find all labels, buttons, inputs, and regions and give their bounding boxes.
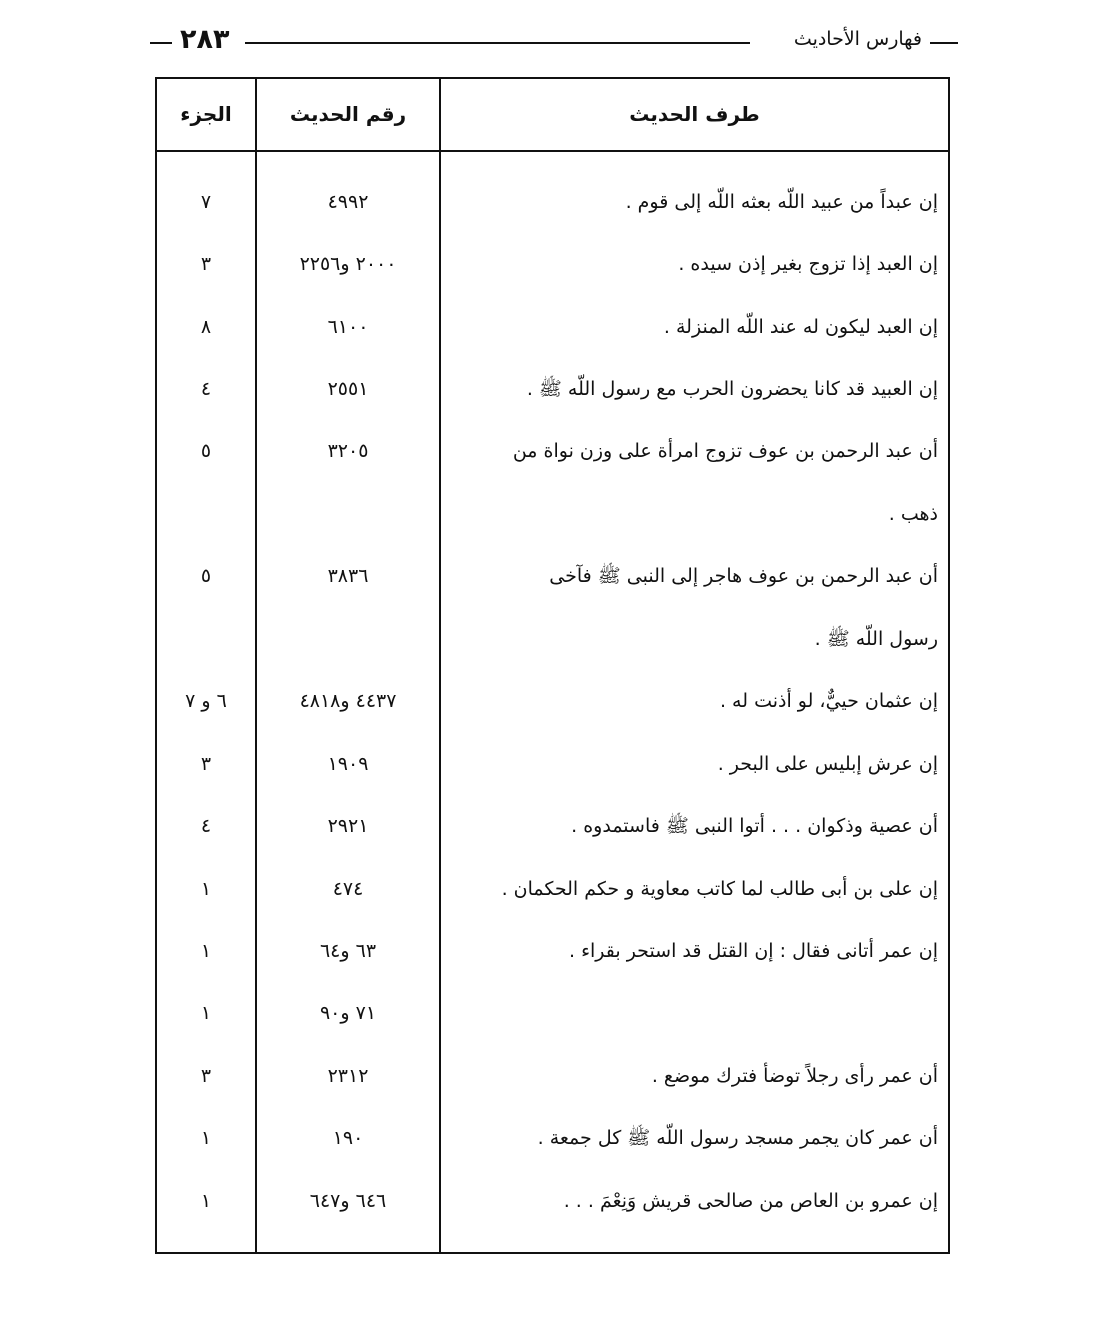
hadith-part: ٣ <box>200 753 212 775</box>
hadith-text: إن عمر أتانى فقال : إن القتل قد استحر بقراء . <box>568 940 938 962</box>
hadith-number: ٢٠٠٠ و٢٢٥٦ <box>299 253 397 275</box>
table-row <box>157 996 948 1030</box>
hadith-text: إن عبداً من عبيد اللّه بعثه اللّه إلى قوم . <box>625 191 938 213</box>
hadith-text: أن عبد الرحمن بن عوف تزوج امرأة على وزن نواة من <box>512 440 938 462</box>
header-divider <box>157 150 948 152</box>
table-row <box>157 185 948 219</box>
running-header <box>150 22 958 62</box>
table-row <box>157 559 948 593</box>
hadith-number: ٢٣١٢ <box>327 1065 369 1087</box>
header-rule-right <box>930 42 958 44</box>
table-row-continuation <box>157 622 948 656</box>
table-row <box>157 684 948 718</box>
hadith-text: أن عبد الرحمن بن عوف هاجر إلى النبى ﷺ فآخى <box>549 565 938 587</box>
column-header-part: الجزء <box>180 102 232 126</box>
hadith-part: ٦ و ٧ <box>185 690 227 712</box>
table-row <box>157 872 948 906</box>
hadith-number: ٢٩٢١ <box>327 815 369 837</box>
hadith-number: ٦١٠٠ <box>327 316 369 338</box>
hadith-number: ٦٤٦ و٦٤٧ <box>309 1190 387 1212</box>
hadith-part: ١ <box>200 1127 212 1149</box>
table-row-continuation <box>157 497 948 531</box>
header-rule-left <box>150 42 172 44</box>
table-row <box>157 434 948 468</box>
hadith-part: ٧ <box>200 191 212 213</box>
hadith-index-table <box>155 77 950 1254</box>
column-header-hadith: طرف الحديث <box>629 102 760 126</box>
hadith-part: ١ <box>200 878 212 900</box>
hadith-text: رسول اللّه ﷺ . <box>814 628 938 650</box>
hadith-part: ٥ <box>200 565 212 587</box>
table-row <box>157 310 948 344</box>
hadith-part: ٤ <box>200 378 212 400</box>
table-row <box>157 372 948 406</box>
hadith-text: أن عمر رأى رجلاً توضأ فترك موضع . <box>651 1065 938 1087</box>
hadith-part: ٣ <box>200 253 212 275</box>
hadith-part: ١ <box>200 1002 212 1024</box>
table-row <box>157 809 948 843</box>
hadith-part: ٣ <box>200 1065 212 1087</box>
hadith-number: ٢٥٥١ <box>327 378 369 400</box>
hadith-part: ١ <box>200 1190 212 1212</box>
hadith-part: ١ <box>200 940 212 962</box>
hadith-number: ٤٤٣٧ و٤٨١٨ <box>299 690 397 712</box>
hadith-number: ١٩٠ <box>332 1127 364 1149</box>
hadith-part <box>157 497 255 531</box>
hadith-text: إن على بن أبى طالب لما كاتب معاوية و حكم الحكمان . <box>501 878 938 900</box>
hadith-number: ٣٢٠٥ <box>327 440 369 462</box>
hadith-number: ٧١ و٩٠ <box>319 1002 377 1024</box>
hadith-number: ٤٩٩٢ <box>327 191 369 213</box>
page-number: ٢٨٣ <box>180 24 230 55</box>
hadith-text: ذهب . <box>888 503 938 525</box>
hadith-text <box>452 996 938 1030</box>
hadith-part: ٥ <box>200 440 212 462</box>
hadith-part: ٤ <box>200 815 212 837</box>
running-header-title: فهارس الأحاديث <box>793 28 922 50</box>
hadith-number <box>257 497 439 531</box>
table-row <box>157 747 948 781</box>
table-row <box>157 247 948 281</box>
hadith-number: ٣٨٣٦ <box>327 565 369 587</box>
hadith-number: ١٩٠٩ <box>327 753 369 775</box>
hadith-number: ٦٣ و٦٤ <box>319 940 377 962</box>
hadith-part <box>157 622 255 656</box>
hadith-part: ٨ <box>200 316 212 338</box>
table-row <box>157 1184 948 1218</box>
header-rule-middle <box>245 42 750 44</box>
hadith-text: إن العبد إذا تزوج بغير إذن سيده . <box>678 253 938 275</box>
hadith-text: إن عرش إبليس على البحر . <box>717 753 938 775</box>
hadith-text: أن عصية وذكوان . . . أتوا النبى ﷺ فاستمدوه . <box>571 815 938 837</box>
table-row <box>157 1059 948 1093</box>
table-row <box>157 934 948 968</box>
hadith-text: إن العبيد قد كانا يحضرون الحرب مع رسول اللّه ﷺ . <box>526 378 938 400</box>
hadith-text: أن عمر كان يجمر مسجد رسول اللّه ﷺ كل جمعة . <box>537 1127 938 1149</box>
hadith-number <box>257 622 439 656</box>
table-row <box>157 1121 948 1155</box>
hadith-text: إن عمرو بن العاص من صالحى قريش وَنِعْمَ . . . <box>563 1190 938 1212</box>
hadith-number: ٤٧٤ <box>332 878 364 900</box>
hadith-text: إن العبد ليكون له عند اللّه المنزلة . <box>663 316 938 338</box>
column-header-number: رقم الحديث <box>289 102 407 126</box>
hadith-text: إن عثمان حييٌّ، لو أذنت له . <box>719 690 938 712</box>
